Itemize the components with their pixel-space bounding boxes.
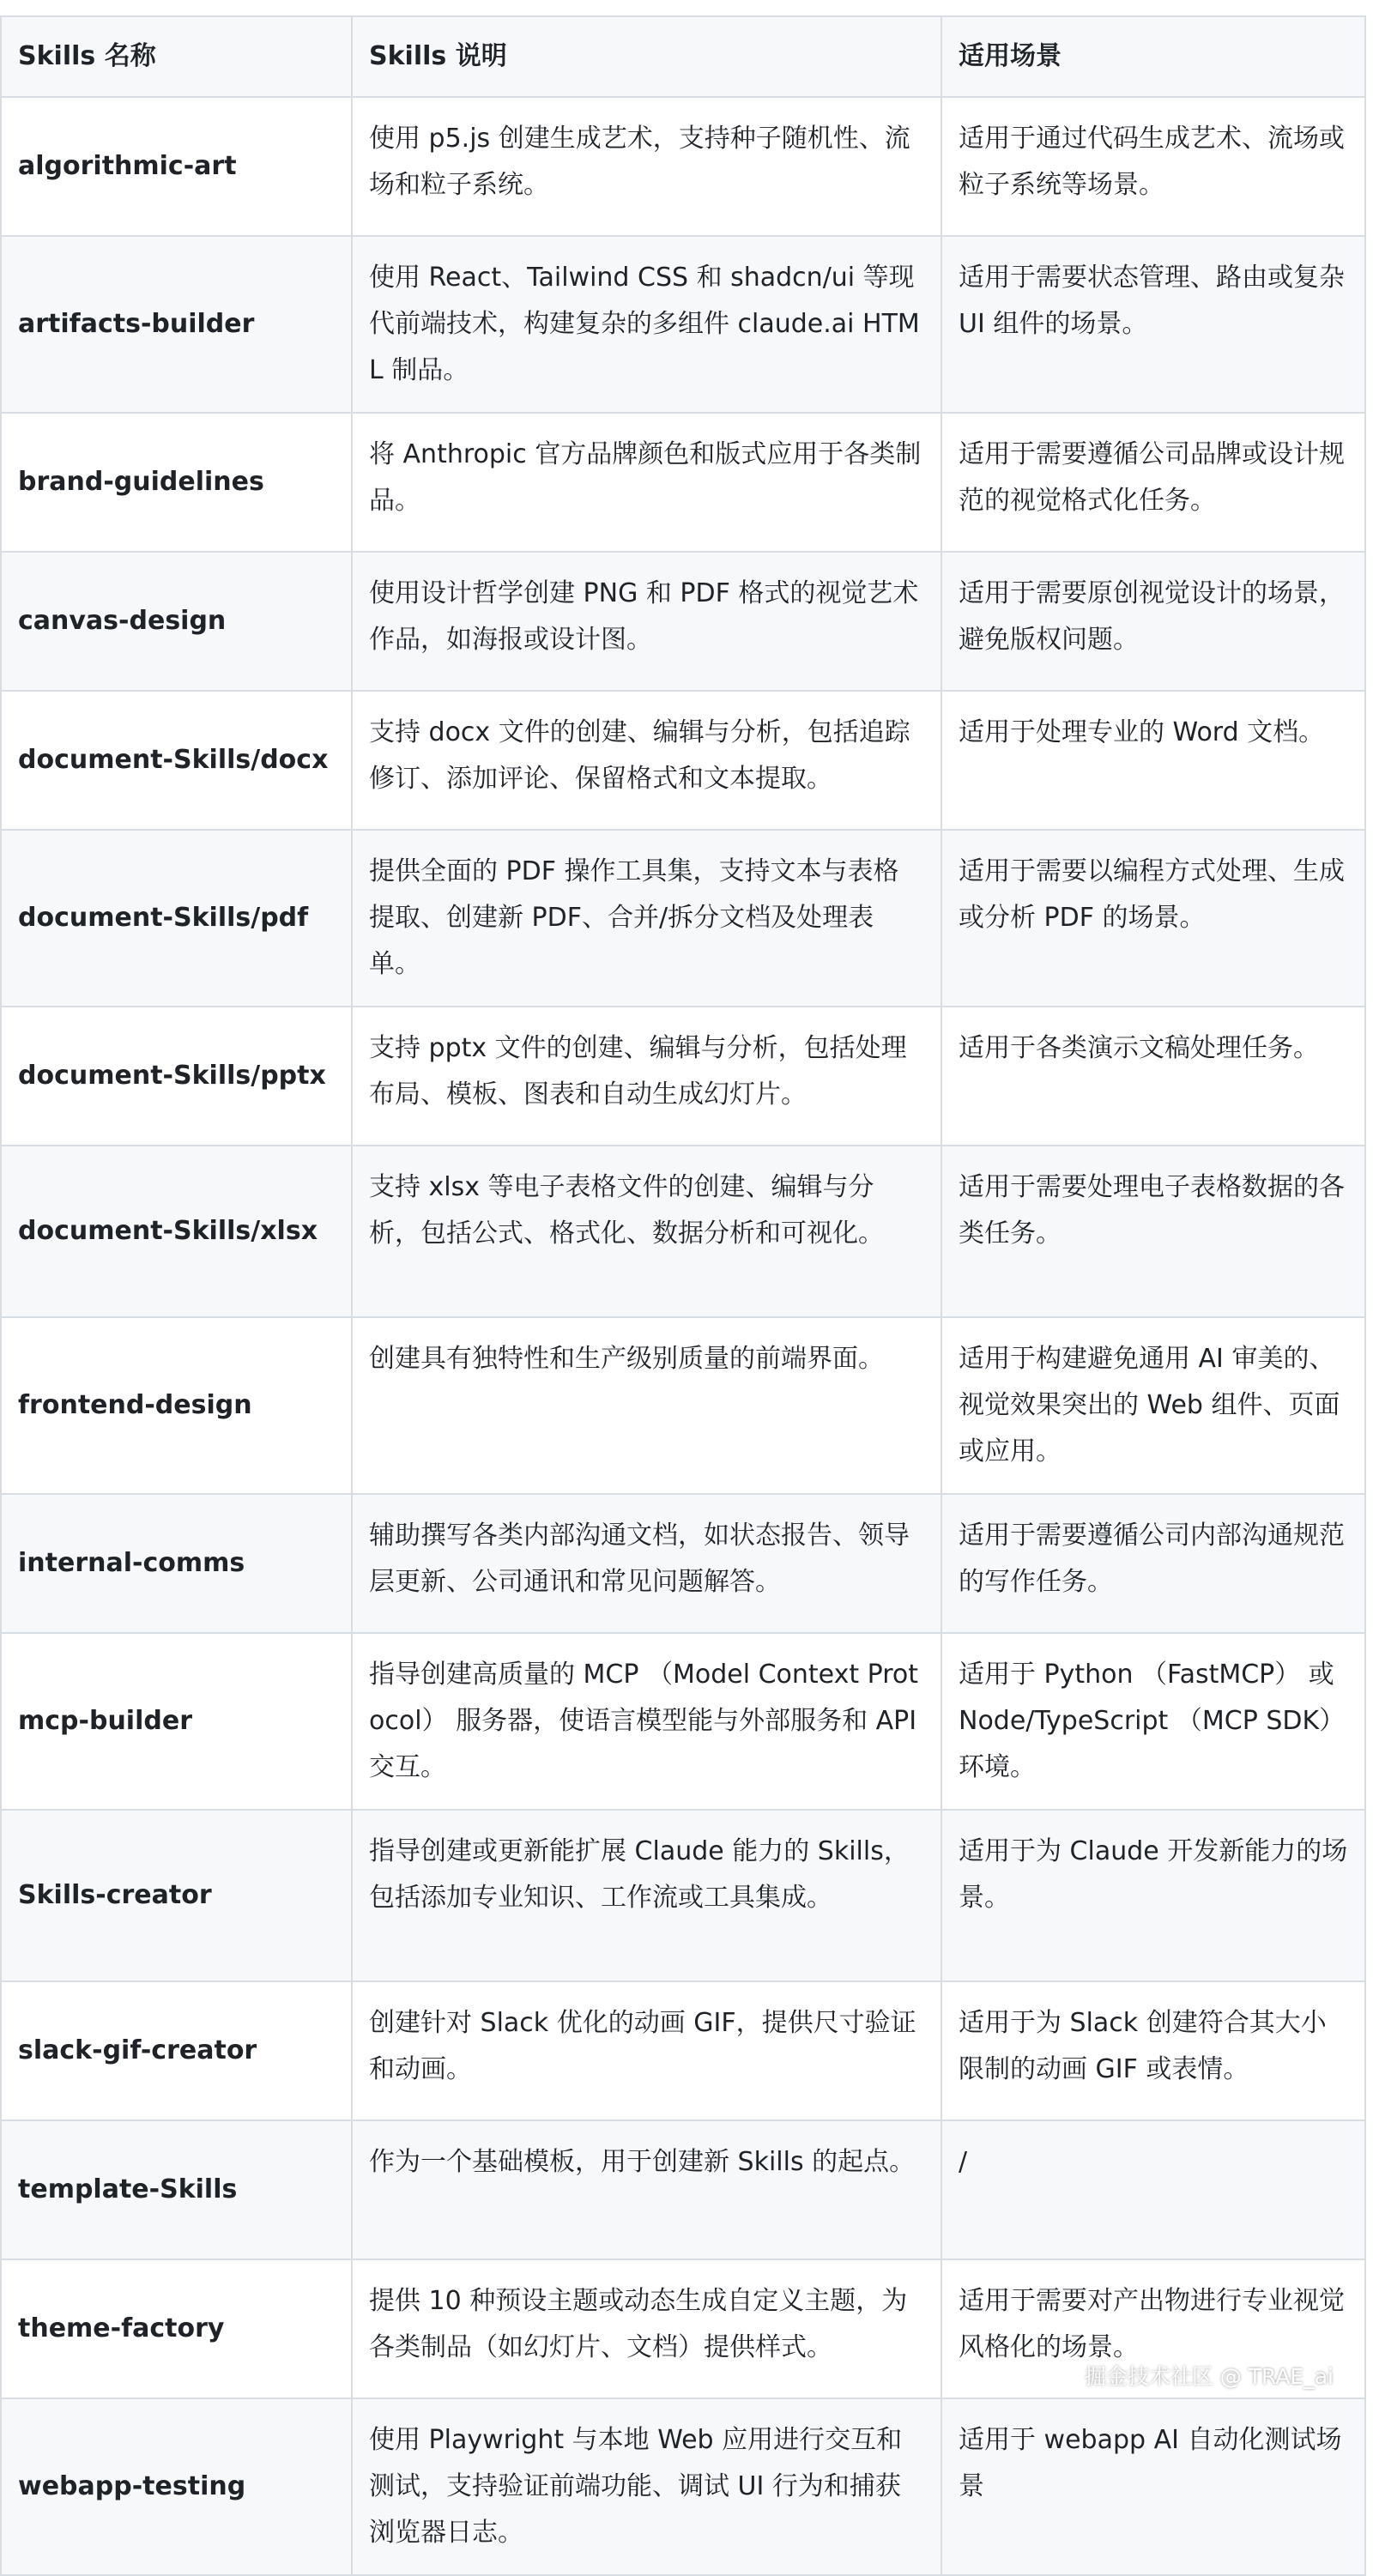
skill-description-cell: 提供全面的 PDF 操作工具集，支持文本与表格提取、创建新 PDF、合并/拆分文档及处理表单。 [352, 830, 941, 1007]
table-row [1, 2398, 1365, 2575]
skill-description-cell: 辅助撰写各类内部沟通文档，如状态报告、领导层更新、公司通讯和常见问题解答。 [352, 1494, 941, 1633]
skill-name-cell: theme-factory [1, 2259, 352, 2398]
table-row [1, 830, 1365, 1007]
use-case-cell: 适用于处理专业的 Word 文档。 [941, 691, 1365, 830]
use-case-cell: 适用于需要处理电子表格数据的各类任务。 [941, 1146, 1365, 1317]
skill-description-cell: 将 Anthropic 官方品牌颜色和版式应用于各类制品。 [352, 413, 941, 552]
table-row [1, 413, 1365, 552]
use-case-cell: 适用于需要遵循公司内部沟通规范的写作任务。 [941, 1494, 1365, 1633]
skill-name-cell: artifacts-builder [1, 236, 352, 413]
skills-table [0, 15, 1366, 2576]
skill-description-cell: 支持 docx 文件的创建、编辑与分析，包括追踪修订、添加评论、保留格式和文本提取。 [352, 691, 941, 830]
skill-name-cell: Skills-creator [1, 1810, 352, 1981]
watermark: 掘金技术社区 @ TRAE_ai [1084, 2364, 1334, 2389]
skill-description-cell: 使用 Playwright 与本地 Web 应用进行交互和测试，支持验证前端功能、调试 UI 行为和捕获浏览器日志。 [352, 2398, 941, 2575]
skill-description-cell: 创建具有独特性和生产级别质量的前端界面。 [352, 1317, 941, 1494]
use-case-cell: 适用于需要以编程方式处理、生成或分析 PDF 的场景。 [941, 830, 1365, 1007]
table-row [1, 97, 1365, 236]
skill-description-cell: 使用设计哲学创建 PNG 和 PDF 格式的视觉艺术作品，如海报或设计图。 [352, 552, 941, 691]
use-case-cell: 适用于需要状态管理、路由或复杂 UI 组件的场景。 [941, 236, 1365, 413]
skill-description-cell: 指导创建或更新能扩展 Claude 能力的 Skills，包括添加专业知识、工作流或工具集成。 [352, 1810, 941, 1981]
skill-name-cell: webapp-testing [1, 2398, 352, 2575]
table-row [1, 2120, 1365, 2259]
skill-description-cell: 使用 p5.js 创建生成艺术，支持种子随机性、流场和粒子系统。 [352, 97, 941, 236]
table-row [1, 1633, 1365, 1810]
skill-name-cell: algorithmic-art [1, 97, 352, 236]
skill-description-cell: 提供 10 种预设主题或动态生成自定义主题，为各类制品（如幻灯片、文档）提供样式。 [352, 2259, 941, 2398]
use-case-cell: / [941, 2120, 1365, 2259]
skill-name-cell: template-Skills [1, 2120, 352, 2259]
skill-name-cell: brand-guidelines [1, 413, 352, 552]
table-row [1, 1981, 1365, 2120]
table-row [1, 552, 1365, 691]
table-row [1, 1810, 1365, 1981]
skill-name-cell: document-Skills/xlsx [1, 1146, 352, 1317]
table-row [1, 1494, 1365, 1633]
header-use-case: 适用场景 [941, 16, 1365, 97]
use-case-cell: 适用于通过代码生成艺术、流场或粒子系统等场景。 [941, 97, 1365, 236]
skill-description-cell: 使用 React、Tailwind CSS 和 shadcn/ui 等现代前端技术，构建复杂的多组件 claude.ai HTML 制品。 [352, 236, 941, 413]
skill-description-cell: 作为一个基础模板，用于创建新 Skills 的起点。 [352, 2120, 941, 2259]
table-row [1, 236, 1365, 413]
use-case-cell: 适用于构建避免通用 AI 审美的、视觉效果突出的 Web 组件、页面或应用。 [941, 1317, 1365, 1494]
table-row [1, 1317, 1365, 1494]
header-skill-description: Skills 说明 [352, 16, 941, 97]
use-case-cell: 适用于为 Claude 开发新能力的场景。 [941, 1810, 1365, 1981]
skill-name-cell: document-Skills/pdf [1, 830, 352, 1007]
skill-name-cell: slack-gif-creator [1, 1981, 352, 2120]
header-skill-name: Skills 名称 [1, 16, 352, 97]
skill-name-cell: internal-comms [1, 1494, 352, 1633]
skill-description-cell: 支持 xlsx 等电子表格文件的创建、编辑与分析，包括公式、格式化、数据分析和可视化。 [352, 1146, 941, 1317]
use-case-cell: 适用于需要遵循公司品牌或设计规范的视觉格式化任务。 [941, 413, 1365, 552]
table-row [1, 1146, 1365, 1317]
use-case-cell: 适用于 webapp AI 自动化测试场景 [941, 2398, 1365, 2575]
skill-name-cell: frontend-design [1, 1317, 352, 1494]
use-case-cell: 适用于 Python （FastMCP） 或 Node/TypeScript （MCP SDK） 环境。 [941, 1633, 1365, 1810]
table-row [1, 691, 1365, 830]
use-case-cell: 适用于需要对产出物进行专业视觉风格化的场景。 [941, 2259, 1365, 2398]
skill-description-cell: 创建针对 Slack 优化的动画 GIF，提供尺寸验证和动画。 [352, 1981, 941, 2120]
use-case-cell: 适用于需要原创视觉设计的场景，避免版权问题。 [941, 552, 1365, 691]
skills-table-container [0, 15, 1364, 2576]
table-row [1, 1007, 1365, 1146]
skill-name-cell: document-Skills/docx [1, 691, 352, 830]
skill-description-cell: 支持 pptx 文件的创建、编辑与分析，包括处理布局、模板、图表和自动生成幻灯片。 [352, 1007, 941, 1146]
skill-name-cell: mcp-builder [1, 1633, 352, 1810]
table-header-row [1, 16, 1365, 97]
skill-description-cell: 指导创建高质量的 MCP （Model Context Protocol） 服务器，使语言模型能与外部服务和 API 交互。 [352, 1633, 941, 1810]
use-case-cell: 适用于为 Slack 创建符合其大小限制的动画 GIF 或表情。 [941, 1981, 1365, 2120]
skill-name-cell: document-Skills/pptx [1, 1007, 352, 1146]
skill-name-cell: canvas-design [1, 552, 352, 691]
use-case-cell: 适用于各类演示文稿处理任务。 [941, 1007, 1365, 1146]
